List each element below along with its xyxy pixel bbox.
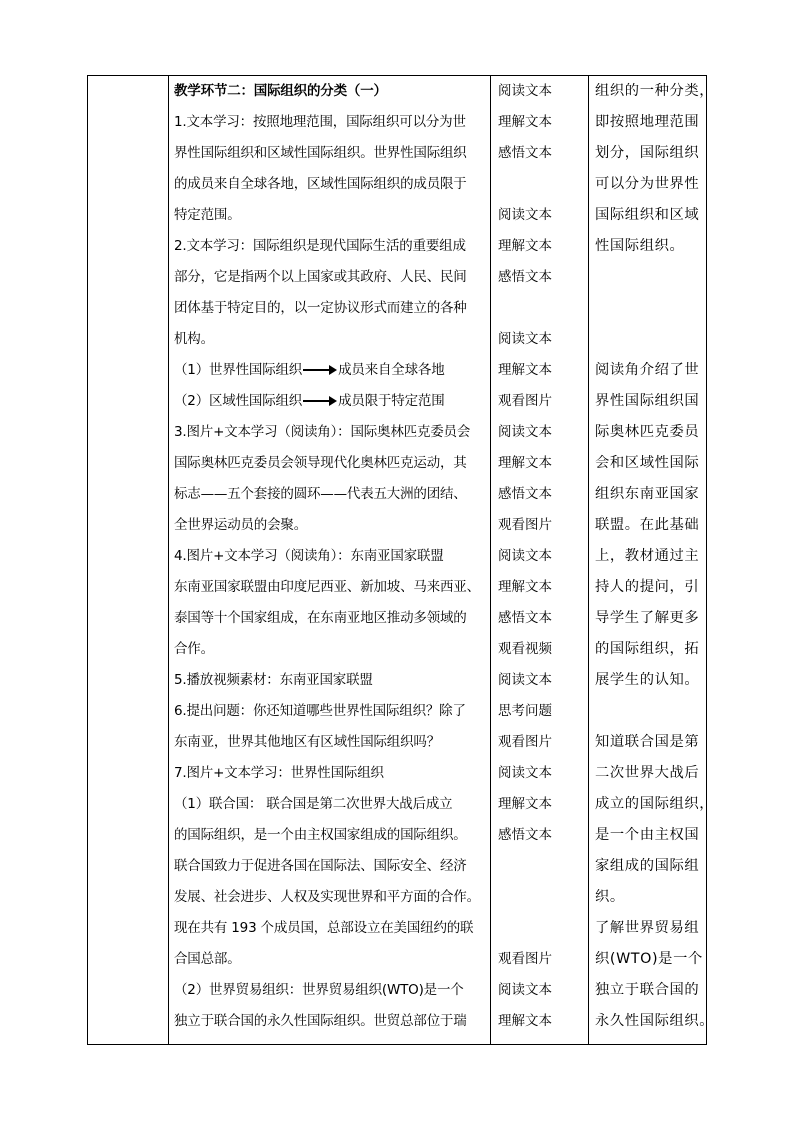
- section-title: 教学环节二：国际组织的分类（一）: [174, 83, 387, 99]
- content-line: 合国总部。: [174, 951, 241, 967]
- right-arrow-icon: [303, 395, 337, 407]
- activity-line: 观看图片: [498, 734, 552, 750]
- intent-line: 组织的一种分类，: [595, 83, 715, 99]
- content-line: （1）联合国： 联合国是第二次世界大战后成立: [174, 796, 453, 812]
- activity-line: 感悟文本: [498, 827, 552, 843]
- content-line: 6.提出问题：你还知道哪些世界性国际组织？除了: [174, 703, 466, 719]
- content-line: 5.播放视频素材：东南亚国家联盟: [174, 672, 373, 688]
- content-line: 的国际组织，是一个由主权国家组成的国际组织。: [174, 827, 467, 843]
- intent-line: 性国际组织。: [595, 238, 685, 254]
- activity-line: 阅读文本: [498, 672, 552, 688]
- column-divider: [490, 76, 491, 1044]
- intent-line: 展学生的认知。: [595, 672, 700, 688]
- activity-line: 阅读文本: [498, 83, 552, 99]
- content-line: 全世界运动员的会聚。: [174, 517, 307, 533]
- activity-line: 思考问题: [498, 703, 552, 719]
- activity-line: 感悟文本: [498, 610, 552, 626]
- content-line: 3.图片+文本学习（阅读角）：国际奥林匹克委员会: [174, 424, 471, 440]
- right-arrow-icon: [303, 364, 337, 376]
- intent-line: 会和区域性国际: [595, 455, 700, 471]
- activity-line: 感悟文本: [498, 269, 552, 285]
- intent-line: 联盟。在此基础: [595, 517, 700, 533]
- content-line: 特定范围。: [174, 207, 241, 223]
- intent-line: 际奥林匹克委员: [595, 424, 700, 440]
- activity-line: 阅读文本: [498, 548, 552, 564]
- activity-line: 阅读文本: [498, 331, 552, 347]
- content-line: 界性国际组织和区域性国际组织。世界性国际组织: [174, 145, 467, 161]
- intent-line: 阅读角介绍了世: [595, 362, 700, 378]
- content-line: 4.图片+文本学习（阅读角）：东南亚国家联盟: [174, 548, 444, 564]
- intent-line: 二次世界大战后: [595, 765, 700, 781]
- column-divider: [588, 76, 589, 1044]
- intent-line: 划分，国际组织: [595, 145, 700, 161]
- intent-line: 是一个由主权国: [595, 827, 700, 843]
- intent-line: 家组成的国际组: [595, 858, 700, 874]
- activity-line: 理解文本: [498, 796, 552, 812]
- intent-line: 织(WTO)是一个: [595, 951, 703, 967]
- arrow-item-regional: （2）区域性国际组织 成员限于特定范围: [174, 393, 445, 409]
- content-line: 团体基于特定目的，以一定协议形式而建立的各种: [174, 300, 467, 316]
- intent-line: 组织东南亚国家: [595, 486, 700, 502]
- activity-line: 理解文本: [498, 238, 552, 254]
- content-line: 现在共有 193 个成员国，总部设立在美国纽约的联: [174, 920, 474, 936]
- content-line: 合作。: [174, 641, 214, 657]
- activity-line: 理解文本: [498, 362, 552, 378]
- content-line: 的成员来自全球各地，区域性国际组织的成员限于: [174, 176, 467, 192]
- intent-line: 可以分为世界性: [595, 176, 700, 192]
- content-line: 标志——五个套接的圆环——代表五大洲的团结、: [174, 486, 467, 502]
- intent-line: 导学生了解更多: [595, 610, 700, 626]
- content-line: 联合国致力于促进各国在国际法、国际安全、经济: [174, 858, 467, 874]
- activity-line: 理解文本: [498, 579, 552, 595]
- intent-line: 界性国际组织国: [595, 393, 700, 409]
- content-line: （2）世界贸易组织：世界贸易组织(WTO)是一个: [174, 982, 464, 998]
- arrow-item-world: （1）世界性国际组织 成员来自全球各地: [174, 362, 445, 378]
- content-line: 国际奥林匹克委员会领导现代化奥林匹克运动，其: [174, 455, 467, 471]
- content-line: 机构。: [174, 331, 214, 347]
- activity-line: 阅读文本: [498, 982, 552, 998]
- content-line: 东南亚，世界其他地区有区域性国际组织吗？: [174, 734, 440, 750]
- activity-line: 阅读文本: [498, 765, 552, 781]
- content-line: 1.文本学习：按照地理范围，国际组织可以分为世: [174, 114, 466, 130]
- intent-line: 国际组织和区域: [595, 207, 700, 223]
- activity-line: 理解文本: [498, 114, 552, 130]
- content-line: 东南亚国家联盟由印度尼西亚、新加坡、马来西亚、: [174, 579, 480, 595]
- activity-line: 感悟文本: [498, 486, 552, 502]
- intent-line: 独立于联合国的: [595, 982, 700, 998]
- activity-line: 阅读文本: [498, 207, 552, 223]
- activity-line: 理解文本: [498, 455, 552, 471]
- activity-line: 观看图片: [498, 393, 552, 409]
- content-line: 独立于联合国的永久性国际组织。世贸总部位于瑞: [174, 1013, 467, 1029]
- intent-line: 织。: [595, 889, 625, 905]
- activity-line: 观看视频: [498, 641, 552, 657]
- content-line: 2.文本学习：国际组织是现代国际生活的重要组成: [174, 238, 466, 254]
- intent-line: 知道联合国是第: [595, 734, 700, 750]
- intent-line: 即按照地理范围: [595, 114, 700, 130]
- intent-line: 了解世界贸易组: [595, 920, 700, 936]
- intent-line: 永久性国际组织。: [595, 1013, 715, 1029]
- activity-line: 阅读文本: [498, 424, 552, 440]
- activity-line: 理解文本: [498, 1013, 552, 1029]
- content-line: 部分，它是指两个以上国家或其政府、人民、民间: [174, 269, 467, 285]
- intent-line: 上，教材通过主: [595, 548, 700, 564]
- activity-line: 感悟文本: [498, 145, 552, 161]
- intent-line: 的国际组织，拓: [595, 641, 700, 657]
- content-line: 发展、社会进步、人权及实现世界和平方面的合作。: [174, 889, 480, 905]
- content-line: 7.图片+文本学习：世界性国际组织: [174, 765, 384, 781]
- intent-line: 成立的国际组织，: [595, 796, 715, 812]
- intent-line: 持人的提问，引: [595, 579, 700, 595]
- activity-line: 观看图片: [498, 517, 552, 533]
- activity-line: 观看图片: [498, 951, 552, 967]
- lesson-plan-table: [87, 75, 715, 1045]
- column-divider: [168, 76, 169, 1044]
- content-line: 泰国等十个国家组成，在东南亚地区推动多领域的: [174, 610, 467, 626]
